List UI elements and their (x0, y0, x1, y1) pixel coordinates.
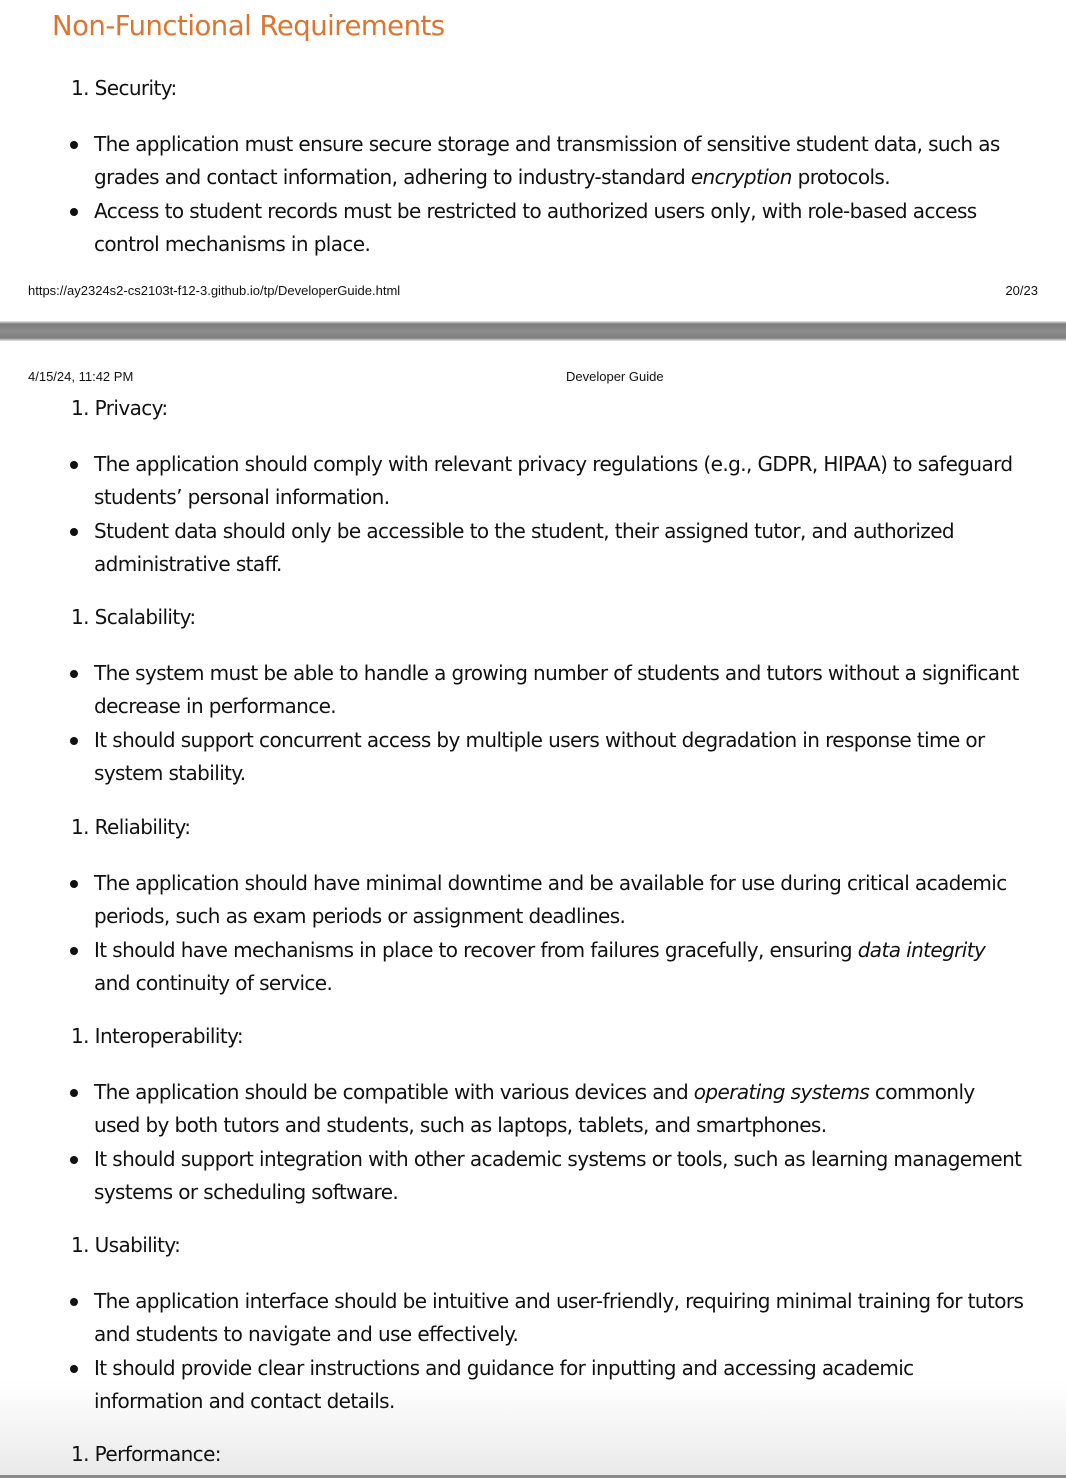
page-20 (0, 0, 1066, 321)
bullet-list (0, 867, 1066, 1001)
page-21 (0, 341, 1066, 1478)
bullet-item: The application should have minimal downtime and be available for use during critical academic periods, such as exam periods or assignment deadlines. (0, 867, 1066, 933)
requirement-label: 1. Interoperability: (71, 1024, 243, 1048)
bullet-item: The application interface should be intuitive and user-friendly, requiring minimal training for tutors and students to navigate and use effectively. (0, 1285, 1066, 1351)
requirement-label: 1. Performance: (71, 1442, 221, 1466)
footer-url: https://ay2324s2-cs2103t-f12-3.github.io/tp/DeveloperGuide.html (28, 283, 401, 298)
requirement-label: 1. Reliability: (71, 815, 191, 839)
bullet-item: It should have mechanisms in place to recover from failures gracefully, ensuring data integrity and continuity of service. (0, 934, 1066, 1000)
bullet-list (0, 448, 1066, 582)
bullet-list (0, 1285, 1066, 1419)
bullet-item: Student data should only be accessible to the student, their assigned tutor, and authorized administrative staff. (0, 515, 1066, 581)
bullet-item: The system must be able to handle a growing number of students and tutors without a significant decrease in performance. (0, 657, 1066, 723)
header-datetime: 4/15/24, 11:42 PM (28, 369, 134, 384)
bullet-item: The application should be compatible with various devices and operating systems commonly used by both tutors and students, such as laptops, tablets, and smartphones. (0, 1076, 1066, 1142)
requirement-label: 1. Privacy: (71, 396, 168, 420)
section-heading-non-functional-requirements: Non-Functional Requirements (52, 10, 445, 42)
bullet-list (0, 128, 1066, 262)
footer-page-number: 20/23 (1005, 283, 1038, 298)
requirement-label: 1. Scalability: (71, 605, 196, 629)
bullet-list (0, 1076, 1066, 1210)
bullet-list (0, 657, 1066, 791)
bullet-item: The application should comply with relevant privacy regulations (e.g., GDPR, HIPAA) to safeguard students’ personal information. (0, 448, 1066, 514)
header-title: Developer Guide (566, 369, 664, 384)
bullet-item: It should support integration with other academic systems or tools, such as learning management systems or scheduling software. (0, 1143, 1066, 1209)
bullet-item: Access to student records must be restricted to authorized users only, with role-based access control mechanisms in place. (0, 195, 1066, 261)
bullet-item: The application must ensure secure storage and transmission of sensitive student data, such as grades and contact information, adhering to industry-standard encryption protocols. (0, 128, 1066, 194)
requirement-label: 1. Security: (71, 76, 177, 100)
page-break-divider (0, 321, 1066, 341)
bullet-item: It should support concurrent access by multiple users without degradation in response time or system stability. (0, 724, 1066, 790)
bullet-item: It should provide clear instructions and guidance for inputting and accessing academic information and contact details. (0, 1352, 1066, 1418)
requirement-label: 1. Usability: (71, 1233, 181, 1257)
